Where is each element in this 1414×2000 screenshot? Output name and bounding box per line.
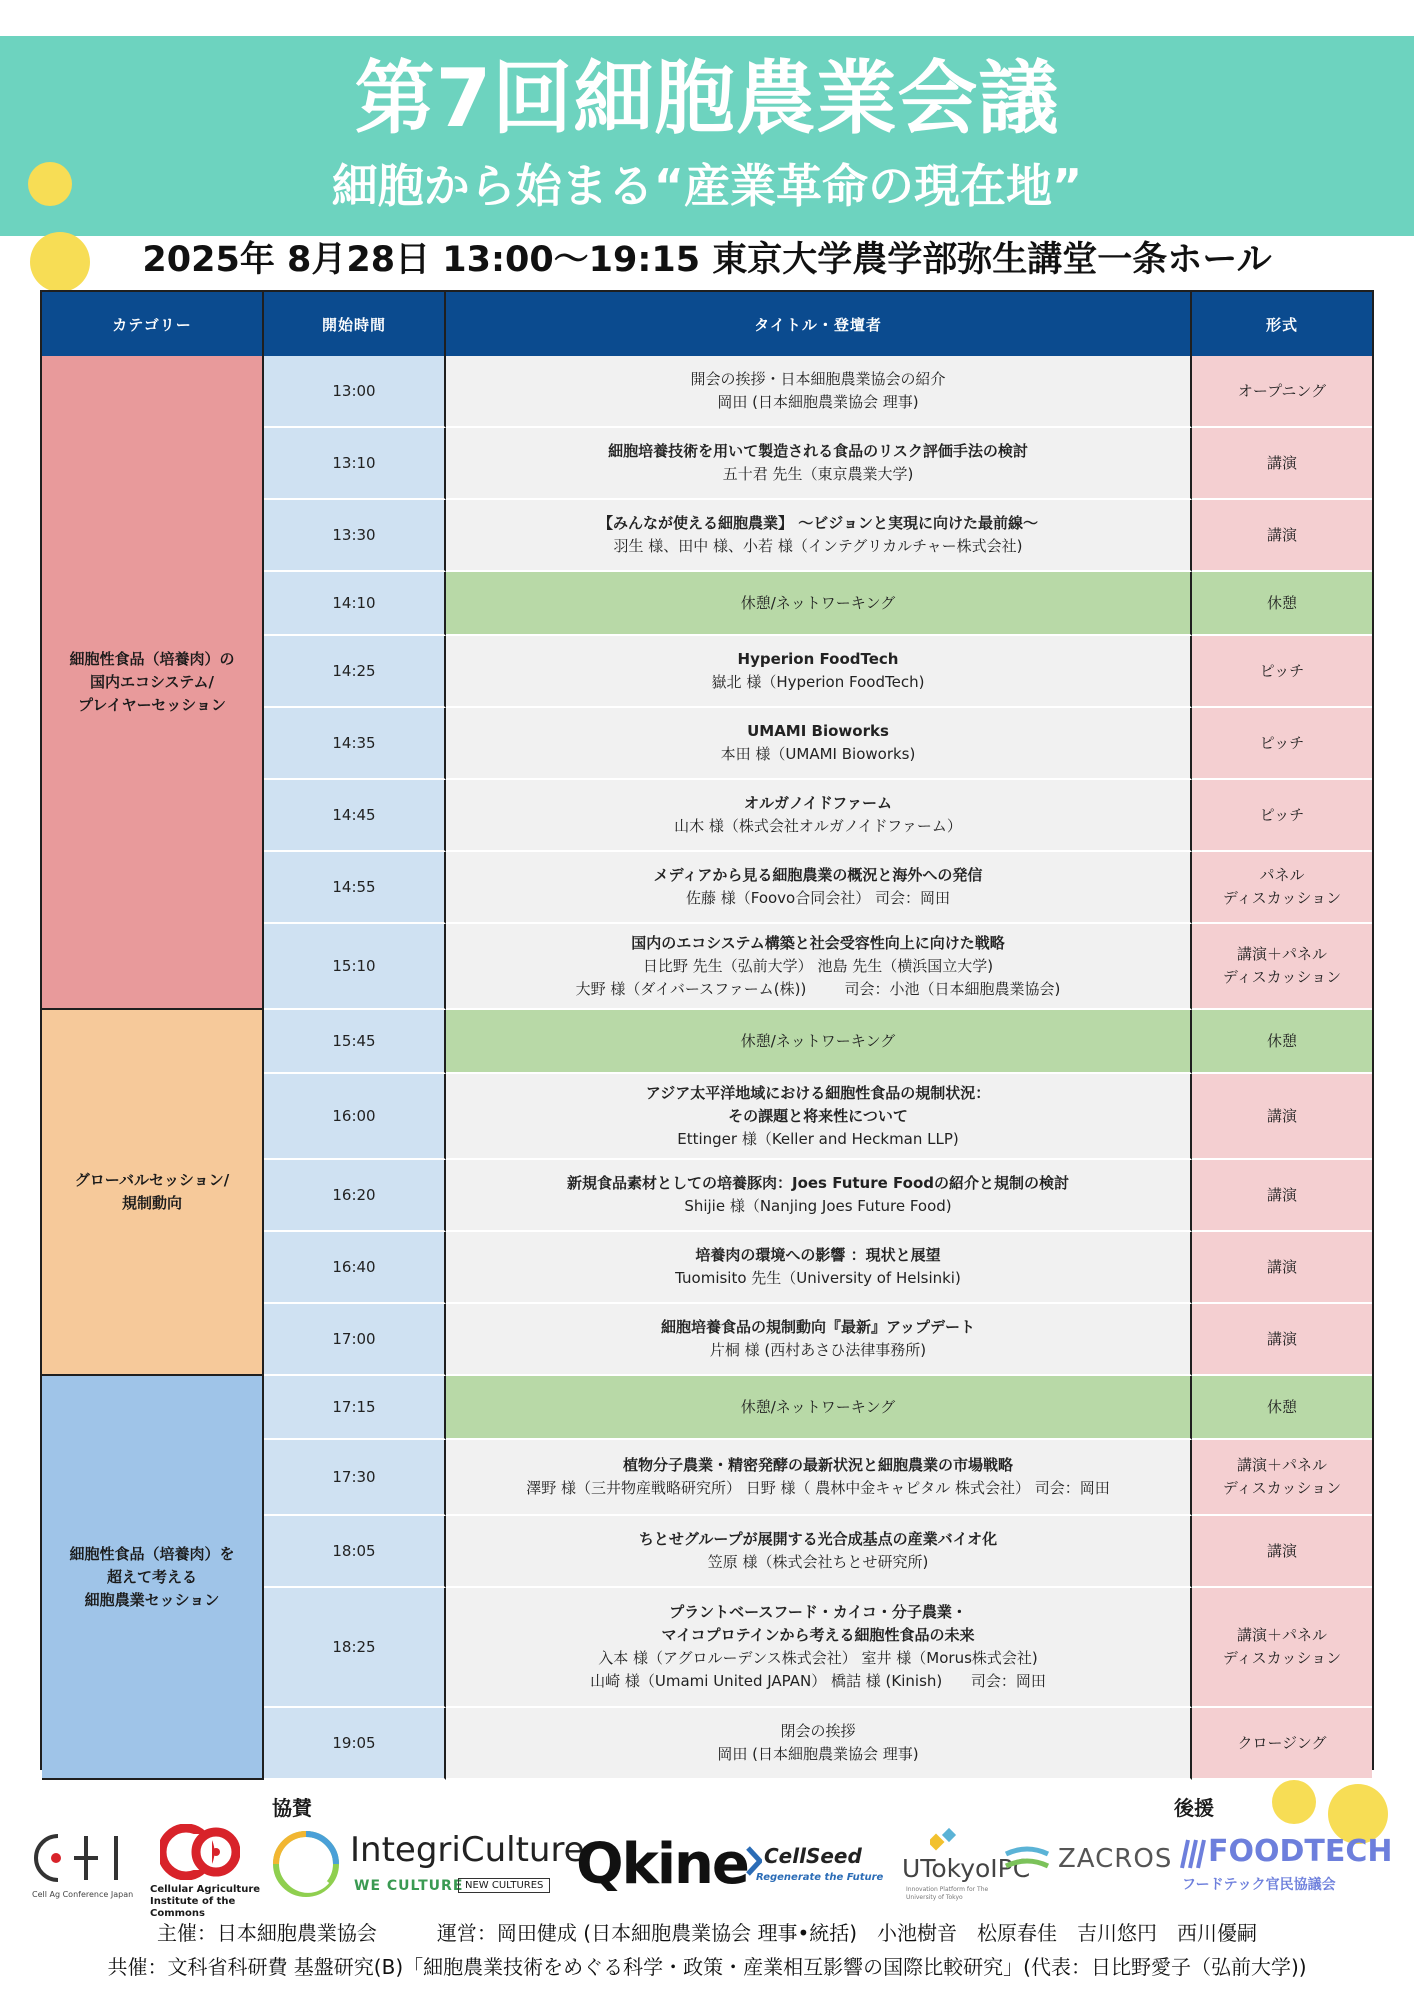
- session-title: [446, 500, 1192, 572]
- category-label-line: 規制動向: [121, 1194, 182, 1212]
- footer-organizers: 主催：日本細胞農業協会 運営：岡田健成 (日本細胞農業協会 理事•統括) 小池樹音 松原春佳 吉川悠円 西川優嗣: [156, 1921, 1258, 1945]
- session-format-line: 講演: [1266, 1541, 1297, 1560]
- category-cell: [42, 1376, 264, 1780]
- session-title-text: その課題と将来性について: [728, 1106, 908, 1125]
- session-format-label: [1267, 1328, 1297, 1351]
- start-time: 16:40: [264, 1232, 446, 1304]
- session-title-text: 細胞培養食品の規制動向『最新』アップデート: [661, 1318, 975, 1336]
- session-format-line: 講演: [1266, 1185, 1297, 1204]
- session-title: [446, 1516, 1192, 1588]
- session-format: [1192, 1160, 1372, 1232]
- session-title-text: 植物分子農業・精密発酵の最新状況と細胞農業の市場戦略: [622, 1456, 1013, 1474]
- event-info: 2025年 8月28日 13:00〜19:15 東京大学農学部弥生講堂一条ホール: [142, 240, 1272, 280]
- session-title-text: ちとせグループが展開する光合成基点の産業バイオ化: [638, 1530, 998, 1548]
- session-format-line: 講演: [1266, 1329, 1297, 1348]
- utokyoipc-tagline: Innovation Platform for The University of Tokyo: [906, 1886, 989, 1901]
- sponsors-section: [0, 1780, 1414, 1920]
- session-title-text: 閉会の挨拶: [780, 1722, 856, 1740]
- session-title: [446, 1376, 1192, 1440]
- session-title-text: 国内のエコシステム構築と社会受容性向上に向けた戦略: [631, 933, 1005, 952]
- start-time: 13:00: [264, 356, 446, 428]
- category-label-line: 細胞農業セッション: [84, 1590, 220, 1609]
- session-format-line: 休憩: [1266, 593, 1297, 612]
- start-time: 13:10: [264, 428, 446, 500]
- session-title-text: アジア太平洋地域における細胞性食品の規制状況：: [645, 1083, 991, 1102]
- column-header-category: カテゴリー: [42, 292, 264, 356]
- start-time: 17:00: [264, 1304, 446, 1376]
- session-format-label: [1267, 524, 1297, 547]
- session-format-label: [1223, 943, 1341, 989]
- session-title: [446, 572, 1192, 636]
- session-format: [1192, 780, 1372, 852]
- session-format-line: 講演＋パネル: [1236, 1626, 1327, 1644]
- kyosan-label: 協賛: [272, 1796, 312, 1820]
- session-title: [446, 924, 1192, 1010]
- start-time: 16:00: [264, 1074, 446, 1160]
- category-label-line: 超えて考える: [106, 1567, 197, 1586]
- session-format: [1192, 1376, 1372, 1440]
- session-title: [446, 1440, 1192, 1516]
- session-title: [446, 780, 1192, 852]
- session-format-line: ディスカッション: [1222, 889, 1342, 907]
- session-format: [1192, 924, 1372, 1010]
- session-format-label: [1267, 1030, 1297, 1053]
- session-title-text: 開会の挨拶・日本細胞農業協会の紹介: [690, 370, 946, 388]
- session-format-line: オープニング: [1237, 381, 1327, 400]
- cellseed-name: CellSeed: [764, 1844, 862, 1868]
- column-header-title: タイトル・登壇者: [446, 292, 1192, 356]
- cac-logo-text: Cellular Agriculture Institute of the Commons: [150, 1884, 261, 1919]
- session-speakers: Ettinger 様（Keller and Heckman LLP): [677, 1129, 959, 1148]
- session-title-text: マイコプロテインから考える細胞性食品の未来: [661, 1626, 975, 1644]
- category-label-line: 国内エコシステム/: [90, 672, 214, 691]
- column-header-time: 開始時間: [264, 292, 446, 356]
- session-format-label: [1260, 732, 1304, 755]
- start-time: 17:15: [264, 1376, 446, 1440]
- ring-logo: [268, 1824, 344, 1904]
- session-format-label: [1238, 380, 1326, 403]
- category-label: [69, 1543, 234, 1612]
- session-title: [446, 1160, 1192, 1232]
- session-speakers: 岡田 (日本細胞農業協会 理事): [717, 1745, 919, 1763]
- session-speakers: Tuomisito 先生（University of Helsinki): [675, 1269, 961, 1287]
- start-time: 14:55: [264, 852, 446, 924]
- session-title-text: 休憩/ネットワーキング: [740, 1397, 896, 1416]
- session-speakers: 嶽北 様（Hyperion FoodTech): [711, 673, 925, 691]
- session-speakers: 入本 様（アグロルーデンス株式会社） 室井 様（Morus株式会社): [598, 1649, 1038, 1667]
- session-format-line: ピッチ: [1259, 661, 1305, 680]
- start-time: 14:10: [264, 572, 446, 636]
- session-format-line: ピッチ: [1259, 733, 1305, 752]
- session-speakers: 片桐 様 (西村あさひ法律事務所): [709, 1341, 927, 1359]
- session-format-label: [1267, 592, 1297, 615]
- session-title-text: 休憩/ネットワーキング: [740, 1031, 896, 1050]
- session-speakers: 佐藤 様（Foovo合同会社） 司会：岡田: [685, 889, 951, 907]
- session-title: [446, 1232, 1192, 1304]
- session-format: [1192, 852, 1372, 924]
- session-format-label: [1223, 1454, 1341, 1500]
- session-format: [1192, 1588, 1372, 1708]
- session-title: [446, 708, 1192, 780]
- session-title: [446, 1708, 1192, 1780]
- session-format-line: ディスカッション: [1222, 1479, 1342, 1497]
- session-format-line: パネル: [1259, 866, 1305, 884]
- session-format: [1192, 1304, 1372, 1376]
- integriculture-name: IntegriCulture: [350, 1830, 585, 1870]
- session-speakers: Shijie 様（Nanjing Joes Future Food): [684, 1197, 952, 1215]
- session-title-text: UMAMI Bioworks: [747, 722, 889, 740]
- zacros-name: ZACROS: [1058, 1844, 1173, 1874]
- session-format-label: [1223, 1624, 1341, 1670]
- category-cell: [42, 1010, 264, 1376]
- session-format-label: [1267, 1184, 1297, 1207]
- session-format-label: [1260, 804, 1304, 827]
- session-title-text: 細胞培養技術を用いて製造される食品のリスク評価手法の検討: [608, 442, 1028, 460]
- start-time: 18:25: [264, 1588, 446, 1708]
- session-format: [1192, 500, 1372, 572]
- page-title: 第7回細胞農業会議: [354, 52, 1060, 145]
- session-format-label: [1267, 452, 1297, 475]
- session-speakers: 五十君 先生（東京農業大学): [722, 465, 914, 483]
- start-time: 15:45: [264, 1010, 446, 1074]
- session-format-line: ピッチ: [1259, 805, 1305, 824]
- foodtech-tagline: フードテック官民協議会: [1182, 1877, 1336, 1893]
- session-format-line: クロージング: [1237, 1733, 1327, 1752]
- session-format: [1192, 1708, 1372, 1780]
- session-format-label: [1223, 864, 1341, 910]
- session-format-line: 講演: [1266, 1106, 1297, 1125]
- integriculture-logo: [350, 1830, 585, 1910]
- session-title-text: Hyperion FoodTech: [737, 650, 899, 668]
- session-format-line: 講演＋パネル: [1236, 1456, 1327, 1474]
- session-format-label: [1237, 1732, 1326, 1755]
- session-speakers: 大野 様（ダイバースファーム(株)) 司会：小池（日本細胞農業協会): [575, 979, 1061, 998]
- zacros-logo: [1004, 1842, 1174, 1886]
- session-format-line: ディスカッション: [1222, 968, 1342, 986]
- session-format: [1192, 708, 1372, 780]
- session-format: [1192, 572, 1372, 636]
- foodtech-logo: [1178, 1834, 1393, 1900]
- start-time: 15:10: [264, 924, 446, 1010]
- session-speakers: 山崎 様（Umami United JAPAN） 橋詰 様 (Kinish) 司会：岡田: [590, 1672, 1046, 1690]
- start-time: 14:25: [264, 636, 446, 708]
- session-speakers: 岡田 (日本細胞農業協会 理事): [717, 393, 919, 411]
- page-subtitle: 細胞から始まる“産業革命の現在地”: [331, 159, 1083, 213]
- cellseed-tagline: Regenerate the Future: [756, 1872, 884, 1883]
- session-format-line: ディスカッション: [1222, 1649, 1342, 1667]
- decorative-dot: [28, 162, 72, 206]
- cacj-logo: [28, 1830, 138, 1910]
- session-title: [446, 852, 1192, 924]
- session-format: [1192, 428, 1372, 500]
- utokyoipc-name: UTokyoIPC: [902, 1854, 1031, 1883]
- footer: [0, 1916, 1414, 1984]
- session-format: [1192, 1232, 1372, 1304]
- session-format-line: 講演: [1266, 525, 1297, 544]
- qkine-name: Qkine: [576, 1832, 748, 1897]
- session-title: [446, 636, 1192, 708]
- category-cell: [42, 356, 264, 1010]
- session-format: [1192, 636, 1372, 708]
- session-title-text: オルガノイドファーム: [744, 794, 892, 812]
- qkine-logo: [576, 1832, 746, 1902]
- session-title-text: メディアから見る細胞農業の概況と海外への発信: [653, 866, 983, 884]
- session-format-line: 休憩: [1266, 1397, 1297, 1416]
- session-format-line: 休憩: [1266, 1031, 1297, 1050]
- session-speakers: 笠原 様（株式会社ちとせ研究所): [707, 1553, 929, 1571]
- session-title: [446, 1304, 1192, 1376]
- session-format-line: 講演: [1266, 1257, 1297, 1276]
- session-format-label: [1267, 1540, 1297, 1563]
- foodtech-name: FOODTECH: [1208, 1834, 1393, 1869]
- start-time: 14:35: [264, 708, 446, 780]
- session-speakers: 日比野 先生（弘前大学） 池島 先生（横浜国立大学): [642, 956, 994, 975]
- session-format-line: 講演: [1266, 453, 1297, 472]
- cacj-logo-text: Cell Ag Conference Japan: [32, 1890, 134, 1899]
- cac-logo: [150, 1824, 270, 1919]
- category-label-line: 細胞性食品（培養肉）を: [69, 1544, 235, 1563]
- session-format: [1192, 1074, 1372, 1160]
- start-time: 16:20: [264, 1160, 446, 1232]
- session-format: [1192, 1010, 1372, 1074]
- column-header-format: 形式: [1192, 292, 1372, 356]
- session-speakers: 羽生 様、田中 様、小若 様（インテグリカルチャー株式会社): [613, 537, 1023, 555]
- start-time: 13:30: [264, 500, 446, 572]
- session-format-label: [1267, 1396, 1297, 1419]
- session-format-line: 講演＋パネル: [1236, 945, 1327, 963]
- session-format: [1192, 356, 1372, 428]
- session-title-text: 新規食品素材としての培養豚肉：Joes Future Foodの紹介と規制の検討: [566, 1174, 1070, 1192]
- start-time: 19:05: [264, 1708, 446, 1780]
- session-title-text: 【みんなが使える細胞農業】 〜ビジョンと実現に向けた最前線〜: [598, 514, 1038, 532]
- category-label: [69, 648, 234, 717]
- session-format: [1192, 1440, 1372, 1516]
- session-title: [446, 1588, 1192, 1708]
- session-format: [1192, 1516, 1372, 1588]
- start-time: 17:30: [264, 1440, 446, 1516]
- session-speakers: 澤野 様（三井物産戦略研究所） 日野 様（ 農林中金キャピタル 株式会社） 司会：岡田: [526, 1479, 1110, 1497]
- header-banner: [0, 36, 1414, 236]
- session-title-text: 培養肉の環境への影響 ：現状と展望: [695, 1246, 941, 1264]
- session-title-text: プラントベースフード・カイコ・分子農業・: [669, 1603, 967, 1621]
- session-format-label: [1260, 660, 1304, 683]
- integriculture-tagline2: NEW CULTURES: [458, 1878, 550, 1893]
- start-time: 18:05: [264, 1516, 446, 1588]
- schedule-table: [40, 290, 1374, 1770]
- session-format-label: [1267, 1256, 1297, 1279]
- session-title: [446, 428, 1192, 500]
- session-title: [446, 1010, 1192, 1074]
- cellseed-logo: [746, 1844, 896, 1904]
- category-label-line: プレイヤーセッション: [77, 695, 227, 714]
- start-time: 14:45: [264, 780, 446, 852]
- session-format-label: [1267, 1105, 1297, 1128]
- session-speakers: 山木 様（株式会社オルガノイドファーム）: [674, 817, 962, 835]
- category-label-line: 細胞性食品（培養肉）の: [69, 649, 235, 668]
- session-title: [446, 1074, 1192, 1160]
- footer-cosponsors: 共催：文科省科研費 基盤研究(B)「細胞農業技術をめぐる科学・政策・産業相互影響の国際比較研究」(代表：日比野愛子（弘前大学)): [107, 1955, 1307, 1979]
- integriculture-tagline: WE CULTURE: [354, 1878, 464, 1894]
- session-title-text: 休憩/ネットワーキング: [740, 593, 896, 612]
- session-title: [446, 356, 1192, 428]
- category-label: [75, 1169, 229, 1215]
- category-label-line: グローバルセッション/: [74, 1171, 230, 1189]
- koen-label: 後援: [1174, 1796, 1214, 1820]
- session-speakers: 本田 様（UMAMI Bioworks): [720, 745, 916, 763]
